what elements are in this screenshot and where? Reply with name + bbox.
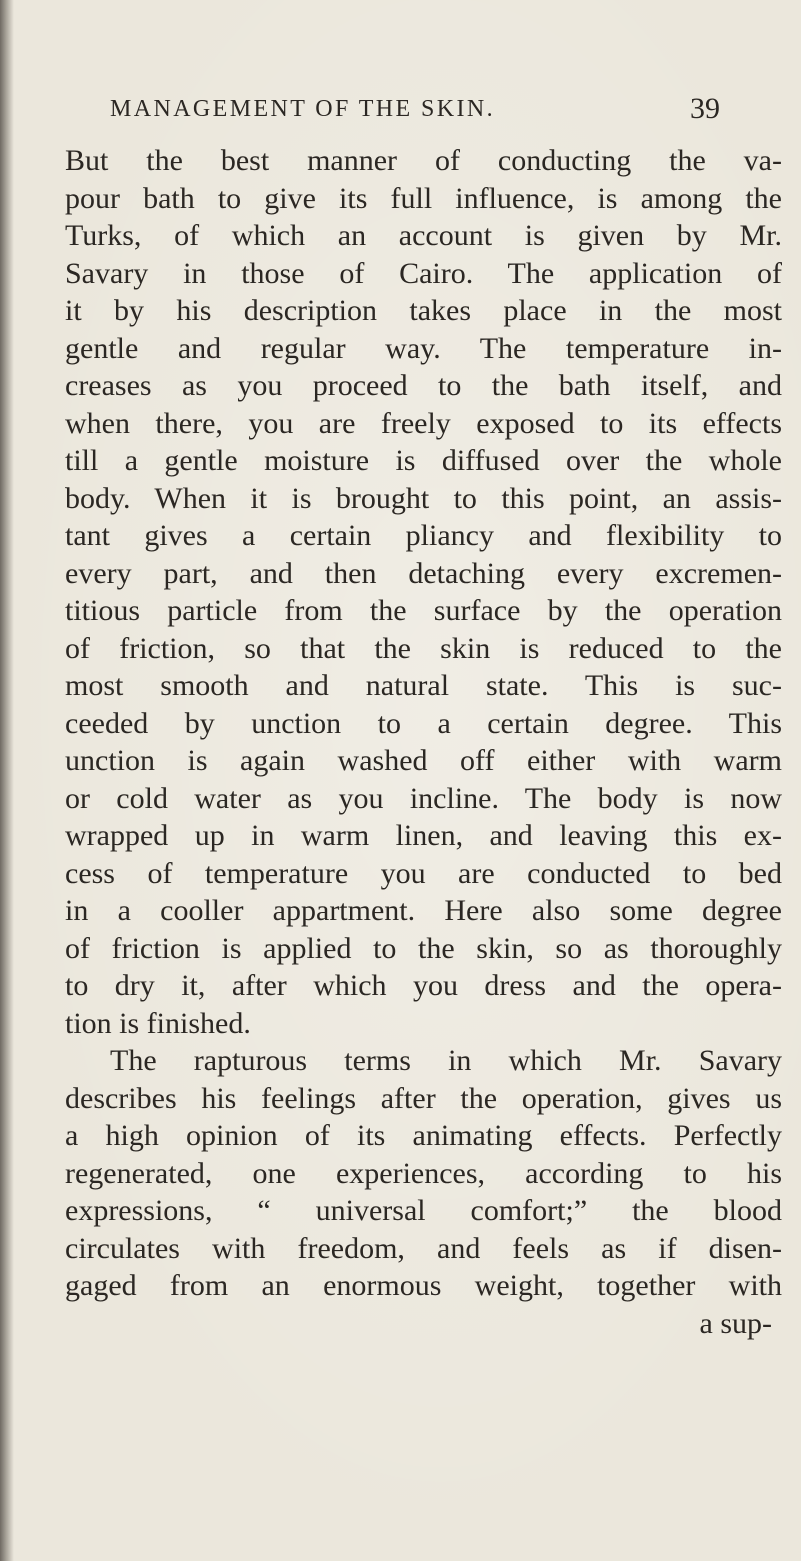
body-text: [65, 142, 782, 1342]
text-line: to dry it, after which you dress and the opera-: [65, 969, 782, 1002]
binding-gutter-shadow: [0, 0, 14, 1561]
text-line: titious particle from the surface by the operation: [65, 594, 782, 627]
running-head: MANAGEMENT OF THE SKIN.: [110, 96, 495, 122]
text-line: The rapturous terms in which Mr. Savary: [110, 1044, 782, 1077]
text-line: till a gentle moisture is diffused over the whole: [65, 444, 782, 477]
text-line: creases as you proceed to the bath itself, and: [65, 369, 782, 402]
text-line: But the best manner of conducting the va-: [65, 144, 782, 177]
text-line: every part, and then detaching every excremen-: [65, 556, 782, 590]
text-line: in a cooller appartment. Here also some degree: [65, 894, 782, 927]
text-line: most smooth and natural state. This is suc-: [65, 669, 782, 702]
page-number: 39: [690, 92, 720, 125]
text-line: describes his feelings after the operation, gives us: [65, 1081, 782, 1115]
text-line: tion is finished.: [65, 1006, 251, 1040]
text-line: regenerated, one experiences, according to his: [65, 1156, 782, 1190]
text-line: Turks, of which an account is given by Mr.: [65, 219, 782, 252]
text-line: when there, you are freely exposed to its effects: [65, 406, 782, 440]
text-line: ceeded by unction to a certain degree. This: [65, 706, 782, 740]
text-line: body. When it is brought to this point, an assis-: [65, 481, 782, 515]
text-line: circulates with freedom, and feels as if disen-: [65, 1231, 782, 1265]
text-line: of friction is applied to the skin, so as thoroughly: [65, 931, 782, 965]
text-line: unction is again washed off either with warm: [65, 744, 782, 777]
text-line: it by his description takes place in the most: [65, 294, 782, 327]
text-line: a high opinion of its animating effects. Perfectly: [65, 1119, 782, 1152]
text-line: gaged from an enormous weight, together with: [65, 1269, 782, 1302]
text-line: tant gives a certain pliancy and flexibility to: [65, 519, 782, 552]
catchword: a sup-: [699, 1306, 772, 1340]
text-line: wrapped up in warm linen, and leaving this ex-: [65, 819, 782, 852]
text-line: of friction, so that the skin is reduced to the: [65, 631, 782, 665]
text-line: pour bath to give its full influence, is among the: [65, 181, 782, 215]
text-line: gentle and regular way. The temperature in-: [65, 331, 782, 365]
text-line: Savary in those of Cairo. The application of: [65, 256, 782, 290]
text-line: cess of temperature you are conducted to bed: [65, 856, 782, 890]
page-header: [110, 92, 720, 136]
text-line: or cold water as you incline. The body is now: [65, 781, 782, 815]
text-line: expressions, “ universal comfort;” the blood: [65, 1194, 782, 1227]
